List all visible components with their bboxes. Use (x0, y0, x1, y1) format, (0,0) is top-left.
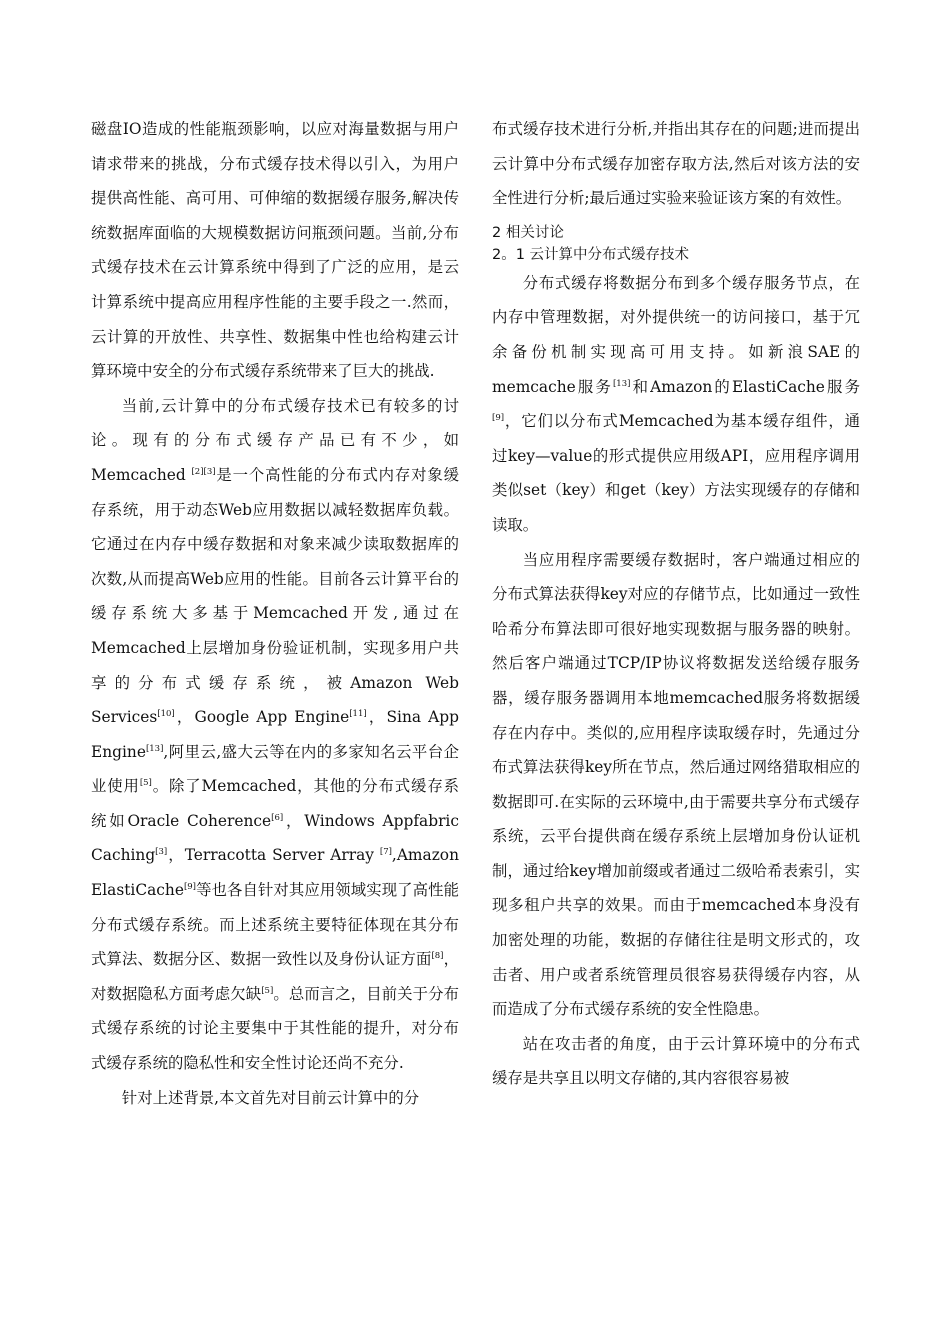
body-paragraph (91, 1081, 459, 1116)
citation-ref: [7] (379, 847, 392, 858)
body-paragraph (91, 112, 459, 389)
citation-ref: [5] (261, 985, 274, 996)
text-run: 站在攻击者的角度，由于云计算环境中的分布式缓存是共享且以明文存储的,其内容很容易被 (492, 1034, 860, 1088)
section-heading: 2 相关讨论 (492, 224, 564, 241)
citation-ref: [2][3] (191, 466, 216, 477)
text-run: ，Windows Appfabric Caching (91, 811, 459, 865)
text-run: ，Google App Engine (174, 708, 350, 727)
text-run: 是一个高性能的分布式内存对象缓存系统，用于动态Web应用数据以减轻数据库负载。它通过在内存中缓存数据和对象来减少读取数据库的次数,从而提高Web应用的性能。目前各云计算平台的缓存系统大多基于Memcached开发,通过在Memcached上层增加身份验证机制，实现多用户共享的分布式缓存系统，被Amazon Web Services (91, 465, 459, 727)
text-run: 分布式缓存将数据分布到多个缓存服务节点，在内存中管理数据，对外提供统一的访问接口，基于冗余备份机制实现高可用支持。如新浪SAE的memcache服务 (492, 273, 860, 396)
text-run: 当应用程序需要缓存数据时，客户端通过相应的分布式算法获得key对应的存储节点，比如通过一致性哈希分布算法即可很好地实现数据与服务器的映射。然后客户端通过TCP/IP协议将数据发送给缓存服务器，缓存服务器调用本地memcached服务将数据缓存在内存中。类似的,应用程序读取缓存时，先通过分布式算法获得key所在节点，然后通过网络猎取相应的数据即可.在实际的云环境中,由于需要共享分布式缓存系统，云平台提供商在缓存系统上层增加身份认证机制，通过给key增加前缀或者通过二级哈希表索引，实现多租户共享的效果。而由于memcached本身没有加密处理的功能，数据的存储往往是明文形式的，攻击者、用户或者系统管理员很容易获得缓存内容，从而造成了分布式缓存系统的安全性隐患。 (492, 550, 860, 1019)
text-run: 。除了Memcached，其他的分布式缓存系统如Oracle Coherence (91, 777, 459, 830)
text-run: ，它们以分布式Memcached为基本缓存组件，通过key—value的形式提供应用级API，应用程序调用类似set（key）和get（key）方法实现缓存的存储和读取。 (492, 412, 860, 534)
citation-ref: [11] (349, 709, 367, 720)
body-paragraph (91, 389, 459, 1081)
body-paragraph (492, 266, 860, 543)
right-column (492, 112, 860, 1096)
text-run: ，Sina App Engine (91, 708, 459, 761)
text-run: ，对数据隐私方面考虑欠缺 (91, 950, 459, 1003)
text-run: 布式缓存技术进行分析,并指出其存在的问题;进而提出云计算中分布式缓存加密存取方法,然后对该方法的安全性进行分析;最后通过实验来验证该方案的有效性。 (492, 120, 860, 208)
text-run: 等也各自针对其应用领域实现了高性能分布式缓存系统。而上述系统主要特征体现在其分布式算法、数据分区、数据一致性以及身份认证方面 (91, 881, 459, 969)
text-run: ,阿里云,盛大云等在内的多家知名云平台企业使用 (91, 742, 459, 796)
citation-ref: [5] (139, 778, 152, 789)
body-paragraph (492, 543, 860, 1027)
citation-ref: [9] (183, 882, 196, 893)
citation-ref: [10] (157, 709, 175, 720)
text-run: 。总而言之，目前关于分布式缓存系统的讨论主要集中于其性能的提升，对分布式缓存系统的隐私性和安全性讨论还尚不充分. (91, 984, 459, 1073)
text-run: 针对上述背景,本文首先对目前云计算中的分 (121, 1088, 420, 1107)
citation-ref: [6] (271, 812, 284, 823)
text-run: 磁盘IO造成的性能瓶颈影响，以应对海量数据与用户请求带来的挑战，分布式缓存技术得以引入，为用户提供高性能、高可用、可伸缩的数据缓存服务,解决传统数据库面临的大规模数据访问瓶颈问题。当前,分布式缓存技术在云计算系统中得到了广泛的应用，是云计算系统中提高应用程序性能的主要手段之一.然而，云计算的开放性、共享性、数据集中性也给构建云计算环境中安全的分布式缓存系统带来了巨大的挑战. (91, 120, 459, 381)
citation-ref: [8] (431, 951, 444, 962)
left-column (91, 112, 459, 1115)
text-run: ，Terracotta Server Array (167, 846, 380, 865)
citation-ref: [13] (145, 743, 164, 754)
citation-ref: [13] (612, 378, 631, 389)
body-paragraph (492, 112, 860, 216)
citation-ref: [9] (492, 413, 505, 424)
subsection-heading: 2。1 云计算中分布式缓存技术 (492, 246, 690, 263)
text-run: 当前,云计算中的分布式缓存技术已有较多的讨论。现有的分布式缓存产品已有不少，如Memcached (91, 396, 459, 484)
text-run: ,Amazon ElastiCache (91, 846, 459, 900)
text-run: 和Amazon的ElastiCache服务 (630, 377, 860, 396)
citation-ref: [3] (155, 847, 168, 858)
body-paragraph (492, 1027, 860, 1096)
